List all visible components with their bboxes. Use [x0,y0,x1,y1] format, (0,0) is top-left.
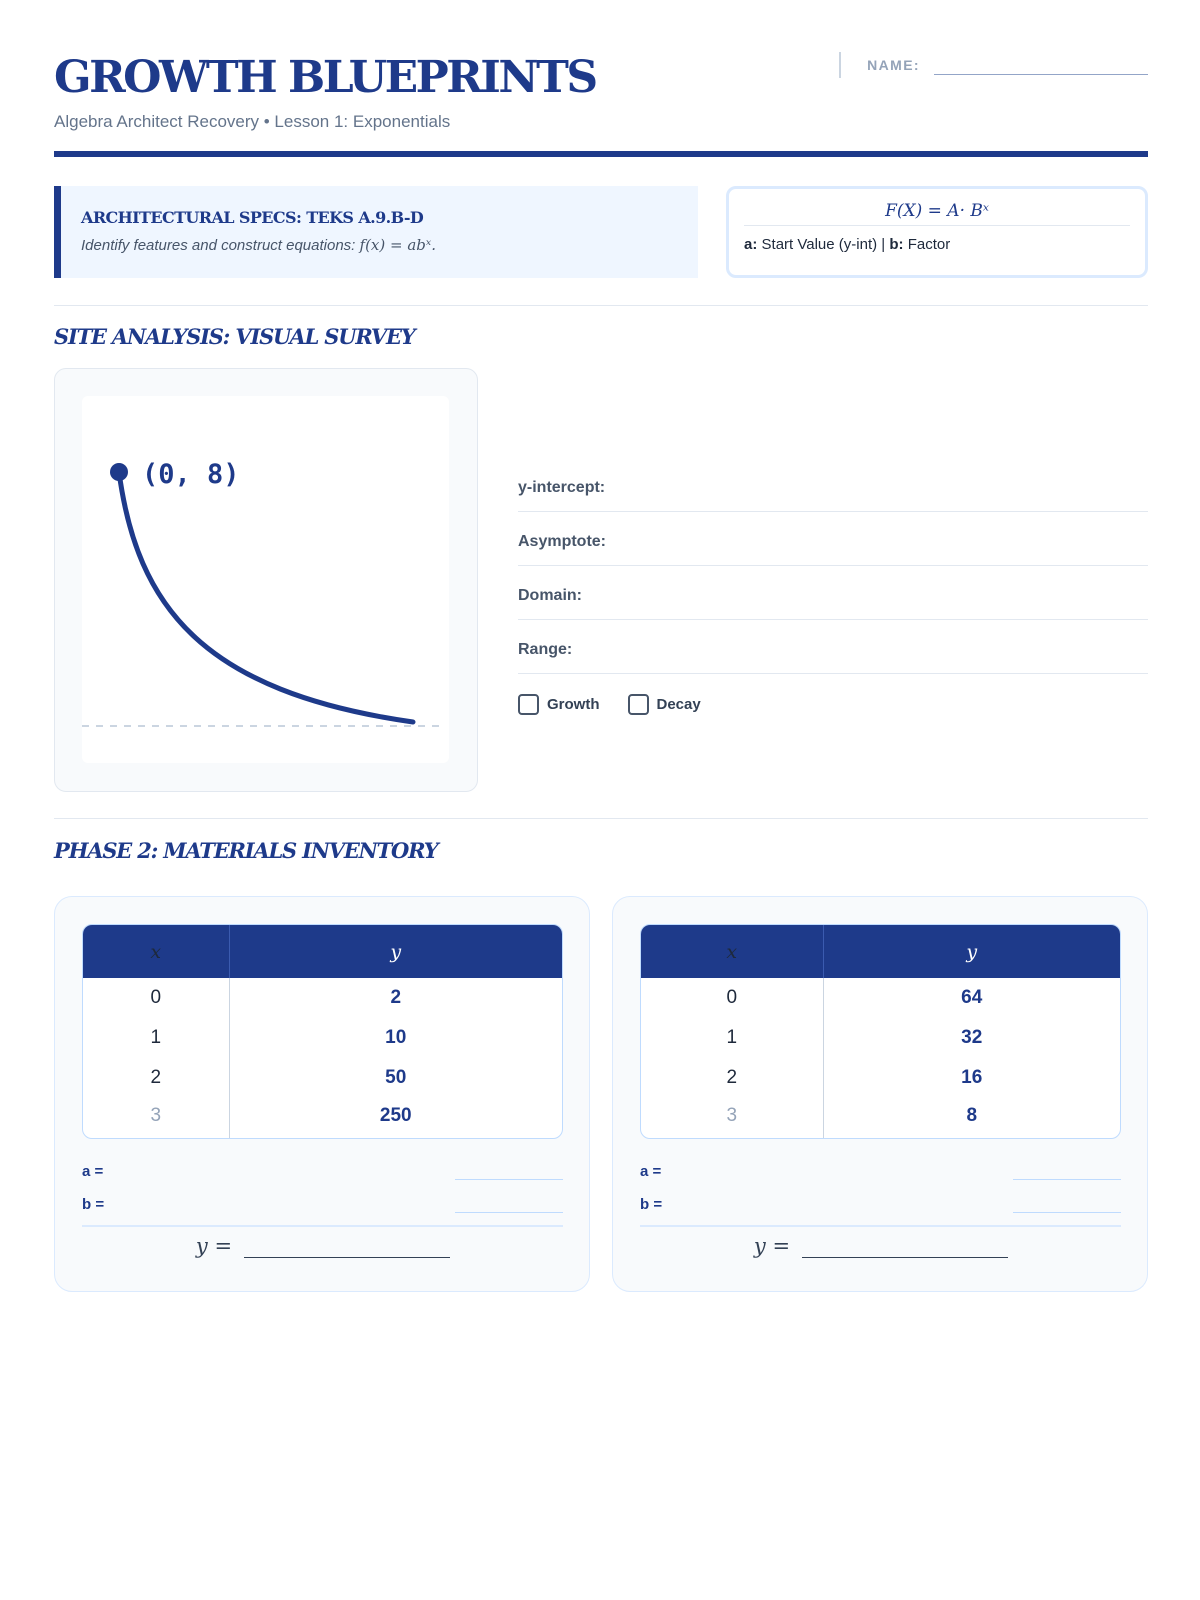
feature-asymptote[interactable] [518,512,1148,566]
param-a-label: a = [82,1162,104,1180]
feature-domain[interactable] [518,566,1148,620]
section-divider [54,305,1148,306]
table-row [641,978,1120,1018]
page-subtitle: Algebra Architect Recovery • Lesson 1: Exponentials [54,112,451,131]
decay-graph [82,396,449,763]
specs-equation: f(x) = abˣ. [359,236,436,254]
features-list [518,458,1148,715]
param-b-row [640,1189,1121,1219]
inventory-title: PHASE 2: MATERIALS INVENTORY [54,838,438,863]
equation-label: y = [195,1234,233,1258]
equation-input[interactable] [244,1238,450,1258]
specs-panel [54,186,698,278]
cell-y: 64 [961,987,983,1008]
page-title: GROWTH BLUEPRINTS [54,52,596,103]
formula-box [726,186,1148,278]
feature-y-intercept[interactable] [518,458,1148,512]
decay-checkbox[interactable] [628,694,701,715]
growth-label: Growth [547,696,600,713]
name-input-line[interactable] [934,55,1148,75]
param-b-input[interactable] [455,1195,563,1213]
equation-input[interactable] [802,1238,1008,1258]
table-row [641,1058,1120,1098]
param-rule [82,1225,563,1227]
site-analysis-title: SITE ANALYSIS: VISUAL SURVEY [54,324,415,349]
param-a-label: a = [640,1162,662,1180]
graph-area [82,396,449,763]
table-1 [82,924,563,1139]
column-header-x: x [641,925,823,978]
param-rule [640,1225,1121,1227]
table-card-1 [54,896,590,1292]
specs-text [81,236,698,254]
column-header-x: x [83,925,229,978]
section-divider [54,818,1148,819]
equation-row [613,1234,1149,1258]
growth-checkbox[interactable] [518,694,600,715]
param-b-row [82,1189,563,1219]
cell-y: 8 [966,1105,978,1126]
param-b-label: b = [82,1195,105,1213]
specs-description: Identify features and construct equations: [81,237,356,254]
table-row [83,1058,562,1098]
param-a-row [82,1156,563,1186]
feature-label: y-intercept: [518,478,606,496]
cell-y: 10 [385,1027,407,1048]
cell-y: 250 [379,1105,412,1126]
worksheet-header [54,52,1148,132]
param-a-input[interactable] [1013,1162,1121,1180]
formula-b-key: b: [889,236,904,253]
checkbox-icon[interactable] [518,694,539,715]
y-intercept-point [110,463,128,481]
formula-a-desc: Start Value (y-int) [761,236,878,253]
param-a-input[interactable] [455,1162,563,1180]
graph-card [54,368,478,792]
header-rule [54,151,1148,157]
cell-x: 3 [83,1098,229,1138]
cell-x: 0 [83,978,229,1018]
table-card-2 [612,896,1148,1292]
column-header-y: y [229,925,562,978]
param-a-row [640,1156,1121,1186]
feature-label: Domain: [518,586,582,604]
cell-x: 1 [641,1018,823,1058]
cell-x: 3 [641,1098,823,1138]
point-label: (0, 8) [142,459,240,490]
table-row [83,1018,562,1058]
param-b-label: b = [640,1195,663,1213]
table-row [83,978,562,1018]
decay-curve [119,472,413,722]
name-separator [839,52,841,78]
cell-y: 32 [961,1027,983,1048]
formula-a-key: a: [744,236,758,253]
formula-equation: F(X) = A· Bˣ [744,201,1130,226]
cell-x: 1 [83,1018,229,1058]
table-row [641,1098,1120,1138]
formula-legend [744,236,1130,253]
feature-label: Asymptote: [518,532,607,550]
feature-range[interactable] [518,620,1148,674]
feature-label: Range: [518,640,573,658]
equation-row [55,1234,591,1258]
cell-x: 2 [641,1058,823,1098]
table-row [641,1018,1120,1058]
decay-label: Decay [656,696,701,713]
param-b-input[interactable] [1013,1195,1121,1213]
equation-label: y = [753,1234,791,1258]
table-2 [640,924,1121,1139]
formula-separator: | [881,236,886,253]
column-header-y: y [823,925,1120,978]
cell-y: 16 [961,1067,983,1088]
cell-x: 0 [641,978,823,1018]
table-row [83,1098,562,1138]
specs-title: ARCHITECTURAL SPECS: TEKS A.9.B-D [81,208,424,227]
cell-x: 2 [83,1058,229,1098]
checkbox-icon[interactable] [628,694,649,715]
formula-b-desc: Factor [907,236,951,253]
cell-y: 2 [390,987,402,1008]
name-field-block [839,52,1148,78]
cell-y: 50 [385,1067,407,1088]
name-label: NAME: [867,57,920,73]
type-checkboxes [518,694,1148,715]
